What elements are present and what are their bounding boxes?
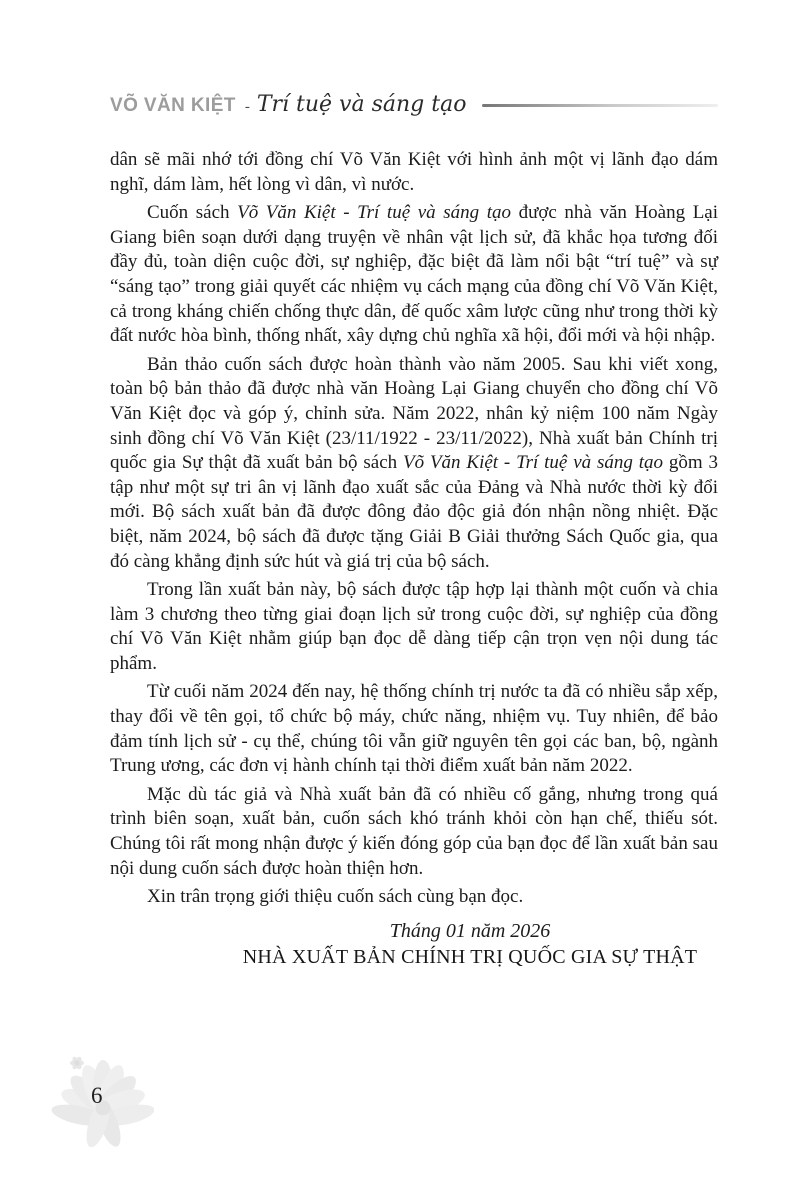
paragraph-text: Cuốn sách — [147, 202, 238, 224]
paragraph — [110, 885, 718, 910]
body-text — [110, 148, 718, 971]
paragraph-text: Bản thảo cuốn sách được hoàn thành vào năm 2005. Sau khi viết xong, toàn bộ bản thảo đã được nhà văn Hoàng Lại Giang chuyển cho đồng chí Võ Văn Kiệt đọc và góp ý, chỉnh sửa. Năm 2022, nhân kỷ niệm 100 năm Ngày sinh đồng chí Võ Văn Kiệt (23/11/1922 - 23/11/2022), Nhà xuất bản Chính trị quốc gia Sự thật đã xuất bản bộ sách — [110, 353, 718, 474]
paragraph — [110, 353, 718, 574]
paragraph-text: Mặc dù tác giả và Nhà xuất bản đã có nhiều cố gắng, nhưng trong quá trình biên soạn, xuất bản, cuốn sách khó tránh khỏi còn hạn chế, thiếu sót. Chúng tôi rất mong nhận được ý kiến đóng góp của bạn đọc để lần xuất bản sau nội dung cuốn sách được hoàn thiện hơn. — [110, 783, 718, 879]
paragraph — [110, 680, 718, 778]
paragraph — [110, 148, 718, 197]
running-head-subtitle: Trí tuệ và sáng tạo — [256, 92, 467, 117]
paragraph — [110, 201, 718, 349]
running-head — [110, 92, 718, 117]
paragraph — [110, 578, 718, 676]
paragraph-text: Trong lần xuất bản này, bộ sách được tập hợp lại thành một cuốn và chia làm 3 chương theo từng giai đoạn lịch sử trong cuộc đời, sự nghiệp của đồng chí Võ Văn Kiệt nhằm giúp bạn đọc dễ dàng tiếp cận trọn vẹn nội dung tác phẩm. — [110, 579, 718, 674]
paragraph-text: được nhà văn Hoàng Lại Giang biên soạn dưới dạng truyện về nhân vật lịch sử, đã khắc họa tương đối đầy đủ, toàn diện cuộc đời, sự nghiệp, đặc biệt đã làm nổi bật “trí tuệ” và sự “sáng tạo” trong giải quyết các nhiệm vụ cách mạng của đồng chí Võ Văn Kiệt, cả trong kháng chiến chống thực dân, đế quốc xâm lược cũng như trong thời kỳ đất nước hòa bình, thống nhất, xây dựng chủ nghĩa xã hội, đổi mới và hội nhập. — [110, 202, 719, 347]
paragraph-text: Từ cuối năm 2024 đến nay, hệ thống chính trị nước ta đã có nhiều sắp xếp, thay đổi về tên gọi, tổ chức bộ máy, chức năng, nhiệm vụ. Tuy nhiên, để bảo đảm tính lịch sử - cụ thể, chúng tôi vẫn giữ nguyên tên gọi các ban, bộ, ngành Trung ương, các đơn vị hành chính tại thời điểm xuất bản năm 2022. — [110, 681, 718, 777]
signoff-block — [230, 918, 710, 971]
page-number: 6 — [91, 1083, 103, 1108]
paragraph-text: Xin trân trọng giới thiệu cuốn sách cùng bạn đọc. — [147, 886, 524, 908]
paragraph-text: gồm 3 tập như một sự tri ân vị lãnh đạo xuất sắc của Đảng và Nhà nước thời kỳ đổi mới. Bộ sách xuất bản đã được đông đảo độc giả đón nhận nồng nhiệt. Đặc biệt, năm 2024, bộ sách đã được tặng Giải B Giải thưởng Sách Quốc gia, qua đó càng khẳng định sức hút và giá trị của bộ sách. — [110, 452, 718, 572]
paragraph — [110, 783, 718, 881]
header-rule — [482, 104, 718, 107]
signoff-date: Tháng 01 năm 2026 — [389, 919, 551, 942]
inline-book-title: Võ Văn Kiệt - Trí tuệ và sáng tạo — [403, 452, 664, 474]
paragraph-text: dân sẽ mãi nhớ tới đồng chí Võ Văn Kiệt với hình ảnh một vị lãnh đạo dám nghĩ, dám làm, hết lòng vì dân, vì nước. — [110, 149, 718, 195]
inline-book-title: Võ Văn Kiệt - Trí tuệ và sáng tạo — [237, 202, 511, 224]
signoff-publisher: NHÀ XUẤT BẢN CHÍNH TRỊ QUỐC GIA SỰ THẬT — [242, 945, 698, 968]
running-head-separator: - — [244, 99, 250, 115]
running-head-book-title: VÕ VĂN KIỆT — [110, 95, 236, 116]
